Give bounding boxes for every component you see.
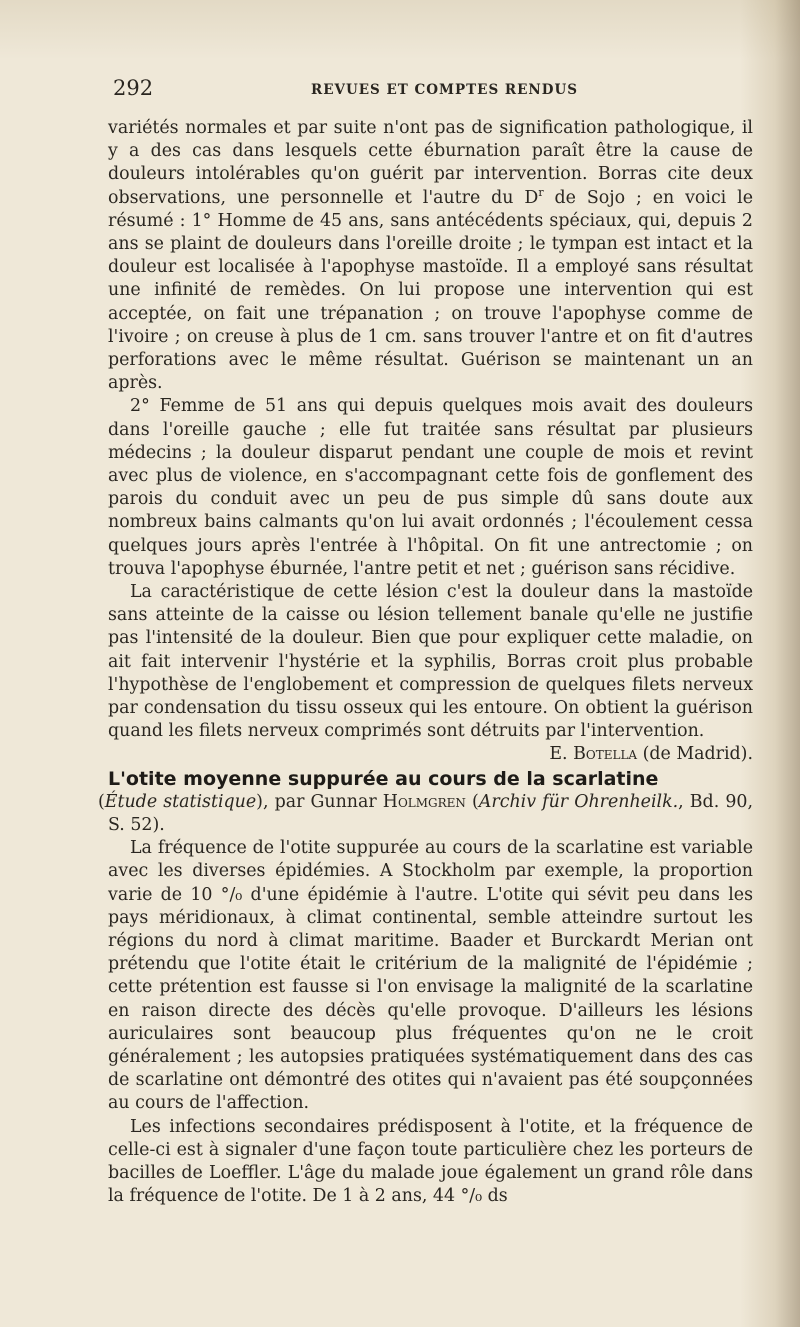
ref-paren: ( [98,791,105,812]
reviewer-signature [108,743,753,766]
paragraph-text: variétés normales et par suite n'ont pas de signification pathologique, il y a des cas dans lesquels cette éburnation paraît être la cause de douleurs intolérables qu'on guérit par intervention. Borras cite deux observations, une personnelle et l'autre du D [108,118,753,208]
paragraph-text: de Sojo ; en voici le résumé : 1° Homme de 45 ans, sans antécédents spéciaux, qui, depuis 2 ans se plaint de douleurs dans l'oreille droite ; le tympan est intact et la douleur est localisée à l'apophyse mastoïde. Il a employé sans résultat une infinité de remèdes. On lui propose une intervention qui est acceptée, on fait une trépanation ; on trouve l'apophyse comme de l'ivoire ; on creuse à plus de 1 cm. sans trouver l'antre et on fit d'autres perforations avec le même résultat. Guérison se maintenant un an après. [108,187,753,394]
paragraph-frequency: La fréquence de l'otite suppurée au cours de la scarlatine est variable avec les diverses épidémies. A Stockholm par exemple, la proportion varie de 10 °/₀ d'une épidémie à l'autre. L'otite qui sévit peu dans les pays méridionaux, à climat continental, semble atteindre surtout les régions du nord à climat maritime. Baader et Burckardt Merian ont prétendu que l'otite était le critérium de la malignité de l'épidémie ; cette prétention est fausse si l'on envisage la malignité de la scarlatine en raison directe des décès qu'elle provoque. D'ailleurs les lésions auriculaires sont beaucoup plus fréquentes qu'on ne le croit généralement ; les autopsies pratiquées systématiquement dans des cas de scarlatine ont démontré des otites qui n'avaient pas été soupçonnées au cours de l'affection. [108,838,753,1114]
paragraph-characteristics: La caractéristique de cette lésion c'est la douleur dans la mastoïde sans atteinte de la caisse ou lésion tellement banale qu'elle ne justifie pas l'intensité de la douleur. Bien que pour expliquer cette maladie, on ait fait intervenir l'hystérie et la syphilis, Borras croit plus probable l'hypothèse de l'englobement et compression de quelques filets nerveux par condensation du tissu osseux qui les entoure. On obtient la guérison quand les filets nerveux comprimés sont détruits par l'intervention. [108,582,753,742]
article-title: L'otite moyenne suppurée au cours de la scarlatine [108,767,659,790]
paragraph-infections: Les infections secondaires prédisposent à l'otite, et la fréquence de celle-ci est à signaler d'une façon toute particulière chez les porteurs de bacilles de Loeffler. L'âge du malade joue également un grand rôle dans la fréquence de l'otite. De 1 à 2 ans, 44 °/₀ ds [108,1116,753,1207]
ref-text: ( [465,791,479,812]
running-head: REVUES ET COMPTES RENDUS [311,82,578,98]
article-author: Holmgren [382,791,466,812]
superscript: r [538,185,544,199]
journal-name: Archiv für Ohrenheilk. [478,791,679,812]
ref-text: ), par Gunnar [256,791,383,812]
paragraph-case-2: 2° Femme de 51 ans qui depuis quelques mois avait des douleurs dans l'oreille gauche ; elle fut traitée sans résultat par plusieurs médecins ; la douleur disparut pendant une couple de mois et revint avec plus de violence, en s'accompagnant cette fois de gonflement des parois du conduit avec un peu de pus simple dû sans doute aux nombreux bains calmants qu'on lui avait ordonnés ; l'écoulement cessa quelques jours après l'entrée à l'hôpital. On fit une antrectomie ; on trouva l'apophyse éburnée, l'antre petit et net ; guérison sans récidive. [108,396,753,579]
page-header [113,76,753,106]
signature-location: (de Madrid). [637,744,753,765]
ref-volume: , Bd. 90, S. 52). [108,791,753,835]
signature-initial: E. [549,744,574,765]
article-subtitle: Étude statistique [104,791,257,812]
body-text [98,117,753,1208]
page-number: 292 [113,76,154,100]
paragraph-continuation [108,117,753,395]
signature-name: Botella [573,744,638,765]
article-reference [98,791,753,837]
